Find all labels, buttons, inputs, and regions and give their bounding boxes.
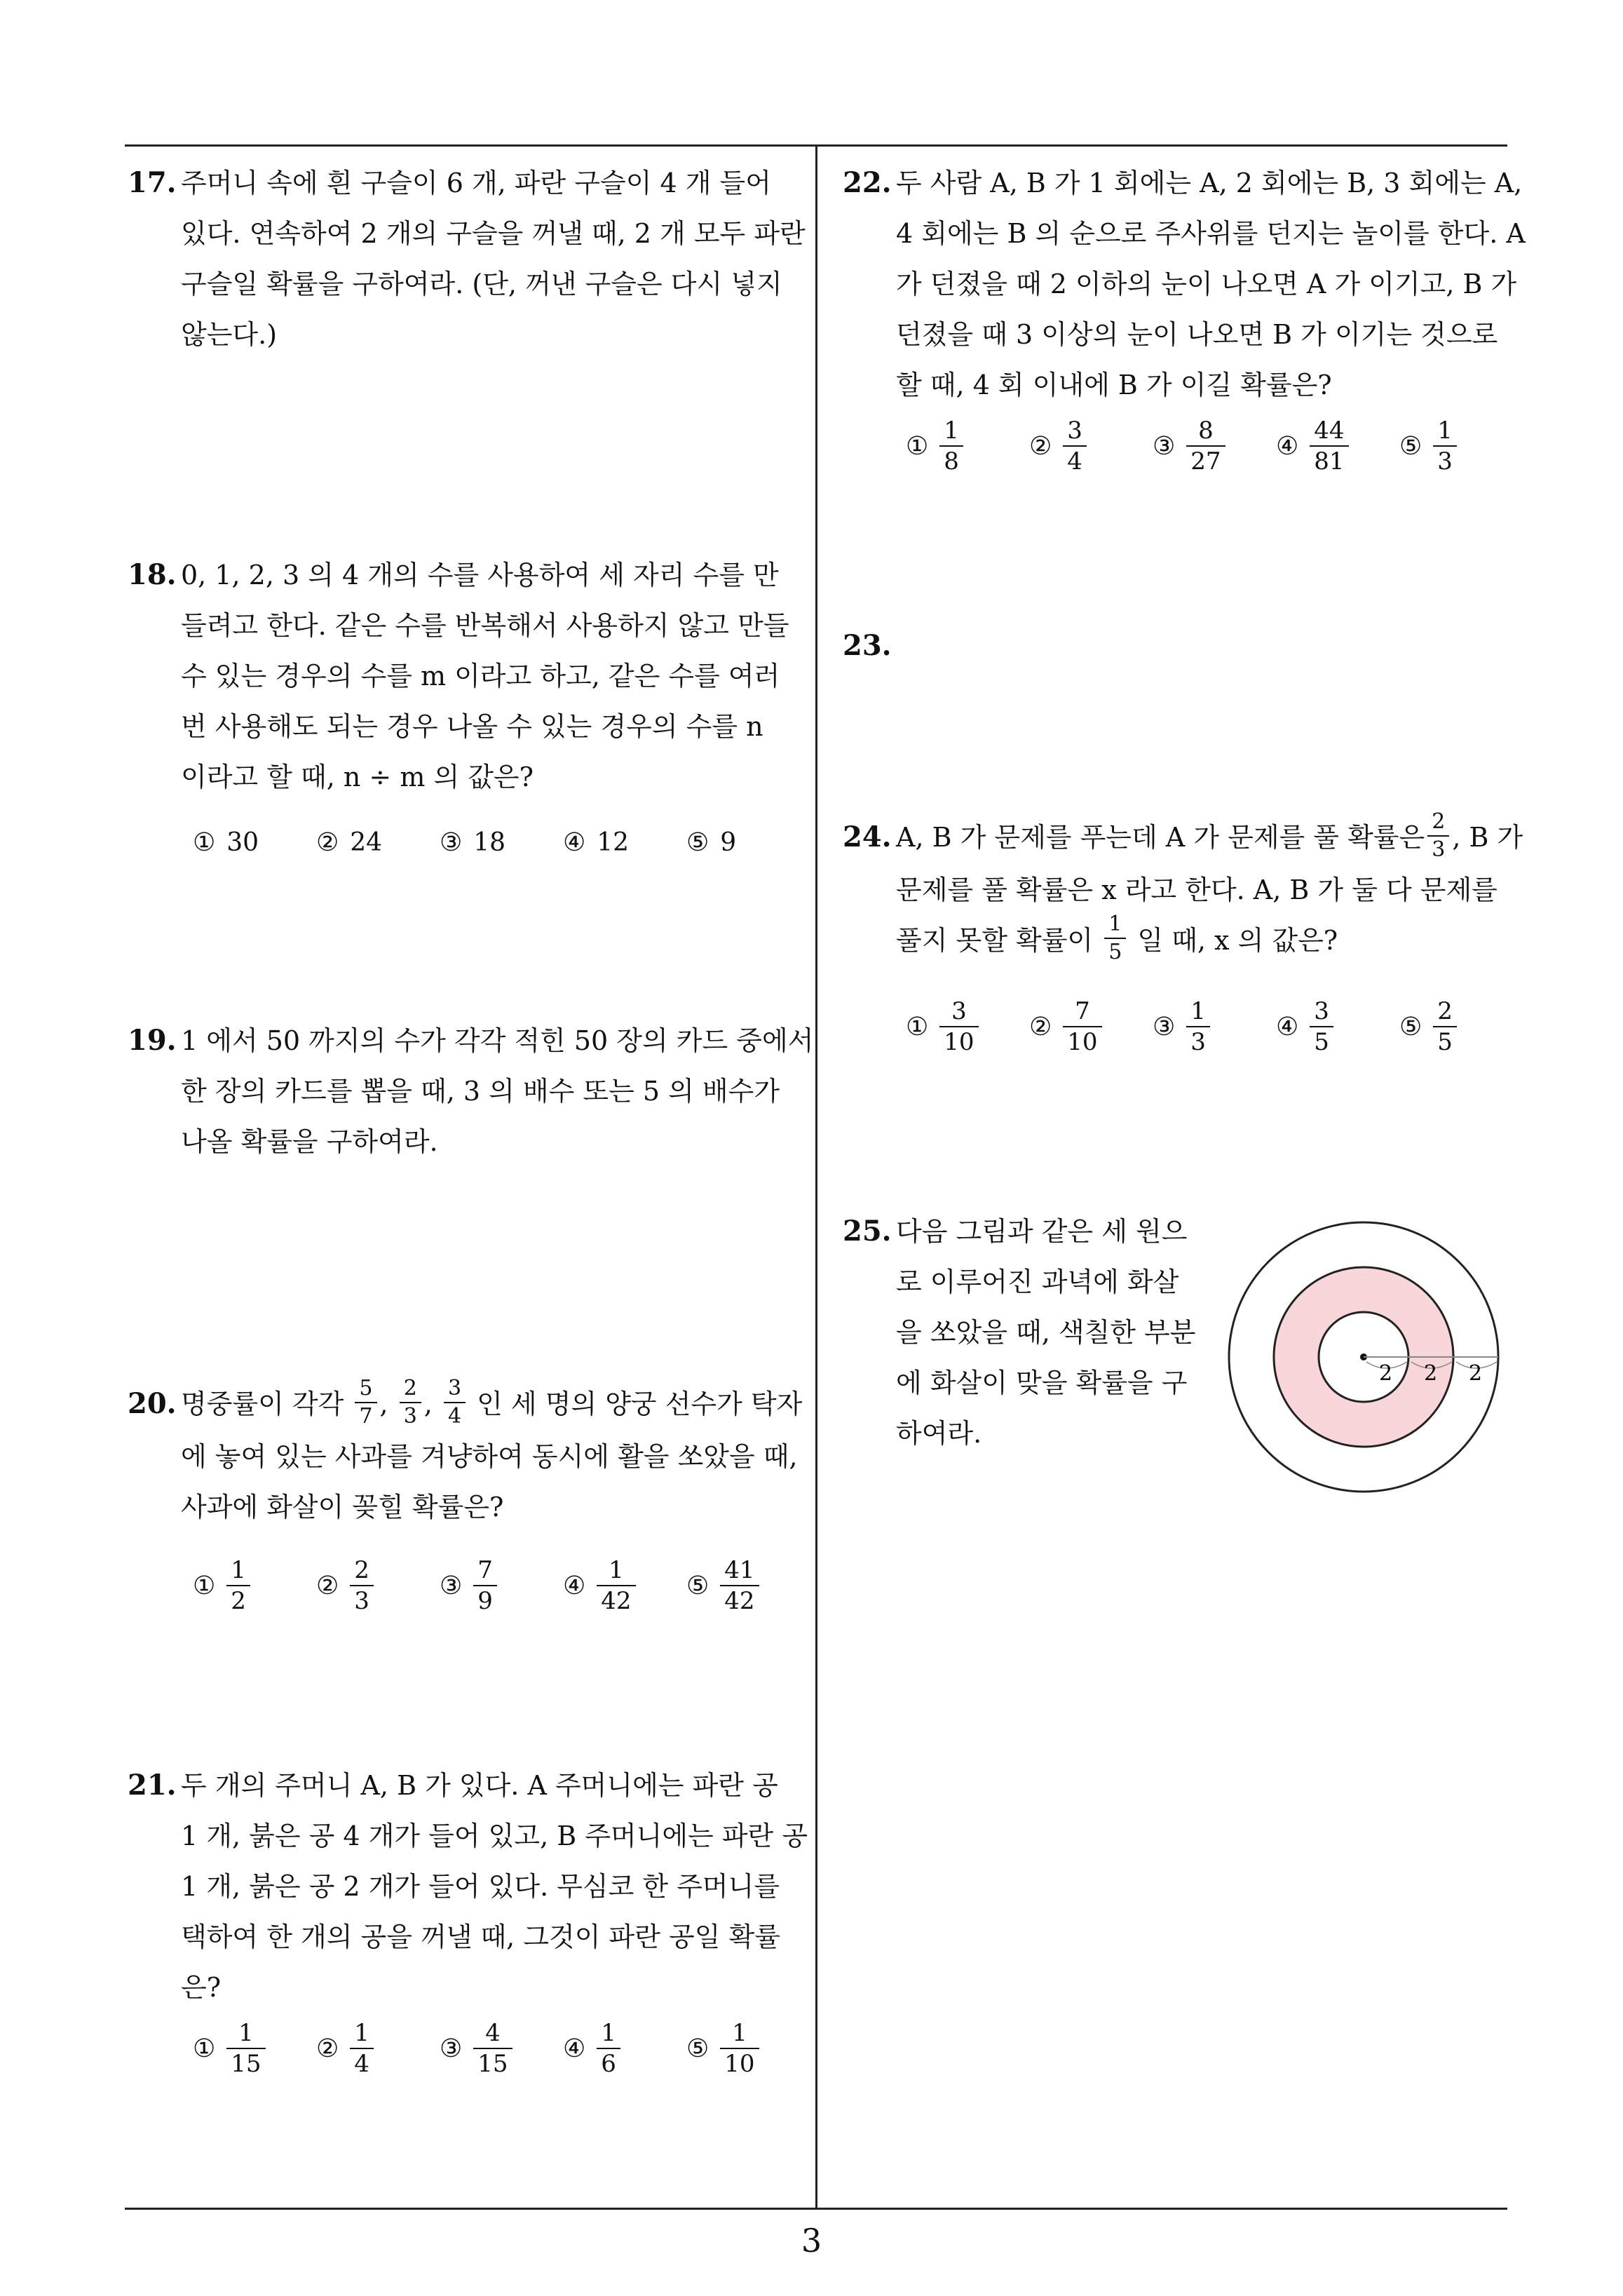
- choices-22: [906, 419, 1483, 473]
- question-number: 20.: [128, 1387, 177, 1420]
- choices-20: [193, 1558, 785, 1613]
- target-figure: [1223, 1213, 1511, 1501]
- question-text: 가 던졌을 때 2 이하의 눈이 나오면 A 가 이기고, B 가: [896, 269, 1517, 299]
- choice-3[interactable]: ③ $\frac{7}{9}$: [440, 1558, 563, 1613]
- question-text: 이라고 할 때, n ÷ m 의 값은?: [181, 762, 534, 792]
- question-text: 나올 확률을 구하여라.: [181, 1126, 438, 1157]
- choice-5[interactable]: ⑤ $\frac{2}{5}$: [1399, 999, 1483, 1054]
- choice-2[interactable]: ② $\frac{1}{4}$: [316, 2021, 440, 2076]
- question-21: [128, 1760, 808, 2013]
- question-text: 두 개의 주머니 A, B 가 있다. A 주머니에는 파란 공: [181, 1770, 778, 1801]
- question-text: 은?: [181, 1972, 222, 2003]
- question-text: 에 놓여 있는 사과를 겨냥하여 동시에 활을 쏘았을 때,: [181, 1440, 798, 1472]
- choice-3[interactable]: ③ $\frac{4}{15}$: [440, 2021, 563, 2076]
- radius-label: 2: [1379, 1361, 1393, 1386]
- column-divider: [815, 144, 817, 2210]
- question-text: 문제를 풀 확률은 x 라고 한다. A, B 가 둘 다 문제를: [896, 874, 1498, 905]
- question-text: 수 있는 경우의 수를 m 이라고 하고, 같은 수를 여러: [181, 661, 780, 691]
- question-number: 19.: [128, 1024, 177, 1057]
- question-number: 17.: [128, 166, 177, 199]
- question-text: 할 때, 4 회 이내에 B 가 이길 확률은?: [896, 370, 1332, 400]
- question-text: 1 에서 50 까지의 수가 각각 적힌 50 장의 카드 중에서: [181, 1025, 814, 1056]
- choice-1[interactable]: ① $\frac{3}{10}$: [906, 999, 1029, 1054]
- question-20: [128, 1375, 803, 1532]
- choice-2[interactable]: ② 24: [316, 828, 383, 857]
- choice-4[interactable]: ④ $\frac{1}{6}$: [563, 2021, 686, 2076]
- question-text: 번 사용해도 되는 경우 나올 수 있는 경우의 수를 n: [181, 711, 763, 742]
- question-number: 18.: [128, 558, 177, 591]
- choice-1[interactable]: ① 30: [193, 828, 259, 857]
- choice-1[interactable]: ① $\frac{1}{15}$: [193, 2021, 316, 2076]
- question-text-line3: 풀지 못할 확률이 $\frac{1}{5}$ 일 때, x 의 값은?: [896, 912, 1338, 964]
- question-17: [128, 158, 806, 360]
- question-text: 0, 1, 2, 3 의 4 개의 수를 사용하여 세 자리 수를 만: [181, 560, 779, 590]
- choice-4[interactable]: ④ 12: [563, 828, 630, 857]
- choice-5[interactable]: ⑤ $\frac{1}{3}$: [1399, 419, 1483, 473]
- question-number: 25.: [843, 1215, 892, 1248]
- question-text-line1: A, B 가 문제를 푸는데 A 가 문제를 풀 확률은 $\frac{2}{3}$ , B 가: [896, 809, 1523, 862]
- question-number: 23.: [843, 629, 892, 662]
- question-text: 다음 그림과 같은 세 원으: [896, 1216, 1188, 1247]
- choices-24: [906, 999, 1483, 1054]
- choice-4[interactable]: ④ $\frac{1}{42}$: [563, 1558, 686, 1613]
- question-text: 들려고 한다. 같은 수를 반복해서 사용하지 않고 만들: [181, 610, 789, 641]
- question-text: 1 개, 붉은 공 4 개가 들어 있고, B 주머니에는 파란 공: [181, 1821, 808, 1851]
- question-22: [843, 158, 1526, 410]
- radius-label: 2: [1424, 1361, 1438, 1386]
- question-text: 한 장의 카드를 뽑을 때, 3 의 배수 또는 5 의 배수가: [181, 1076, 780, 1107]
- question-18: [128, 550, 801, 802]
- choice-1[interactable]: ① $\frac{1}{2}$: [193, 1558, 316, 1613]
- question-text: 두 사람 A, B 가 1 회에는 A, 2 회에는 B, 3 회에는 A,: [896, 168, 1523, 198]
- question-text: 던졌을 때 3 이상의 눈이 나오면 B 가 이기는 것으로: [896, 319, 1498, 350]
- question-text: 않는다.): [181, 319, 278, 350]
- page-number: 3: [801, 2222, 822, 2260]
- question-text: 택하여 한 개의 공을 꺼낼 때, 그것이 파란 공일 확률: [181, 1922, 780, 1952]
- fraction: $\frac{2}{3}$: [400, 1378, 421, 1427]
- choice-2[interactable]: ② $\frac{3}{4}$: [1029, 419, 1153, 473]
- choice-1[interactable]: ① $\frac{1}{8}$: [906, 419, 1029, 473]
- question-text: 주머니 속에 흰 구슬이 6 개, 파란 구슬이 4 개 들어: [181, 168, 771, 198]
- question-text: 에 화살이 맞을 확률을 구: [896, 1368, 1188, 1398]
- choice-3[interactable]: ③ 18: [440, 828, 506, 857]
- choice-3[interactable]: ③ $\frac{1}{3}$: [1153, 999, 1276, 1054]
- choice-5[interactable]: ⑤ 9: [686, 828, 737, 857]
- choices-21: [193, 2021, 785, 2076]
- question-25: [843, 1206, 1204, 1459]
- question-number: 21.: [128, 1769, 177, 1802]
- question-number: 22.: [843, 166, 892, 199]
- fraction: $\frac{1}{5}$: [1104, 914, 1126, 963]
- choice-4[interactable]: ④ $\frac{44}{81}$: [1276, 419, 1399, 473]
- question-24: [843, 809, 1523, 967]
- question-number: 24.: [843, 821, 892, 853]
- choices-18: [193, 825, 770, 860]
- question-text: 1 개, 붉은 공 2 개가 들어 있다. 무심코 한 주머니를: [181, 1871, 780, 1902]
- bottom-rule: [125, 2208, 1507, 2210]
- choice-3[interactable]: ③ $\frac{8}{27}$: [1153, 419, 1276, 473]
- radius-label: 2: [1469, 1361, 1483, 1386]
- choice-4[interactable]: ④ $\frac{3}{5}$: [1276, 999, 1399, 1054]
- question-text: 구슬일 확률을 구하여라. (단, 꺼낸 구슬은 다시 넣지: [181, 269, 782, 299]
- question-text: 하여라.: [896, 1418, 982, 1449]
- question-text-line1: 명중률이 각각 $\frac{5}{7}$ , $\frac{2}{3}$ , $\frac{3}{4}$ 인 세 명의 양궁 선수가 탁자: [181, 1375, 803, 1429]
- question-19: [128, 1015, 814, 1167]
- choice-5[interactable]: ⑤ $\frac{1}{10}$: [686, 2021, 785, 2076]
- question-text: 사과에 화살이 꽂힐 확률은?: [181, 1491, 504, 1522]
- fraction: $\frac{2}{3}$: [1427, 811, 1449, 860]
- choice-2[interactable]: ② $\frac{7}{10}$: [1029, 999, 1153, 1054]
- fraction: $\frac{5}{7}$: [355, 1378, 376, 1427]
- question-text: 4 회에는 B 의 순으로 주사위를 던지는 놀이를 한다. A: [896, 218, 1526, 249]
- question-text: 을 쏘았을 때, 색칠한 부분: [896, 1317, 1196, 1348]
- choice-5[interactable]: ⑤ $\frac{41}{42}$: [686, 1558, 785, 1613]
- choice-2[interactable]: ② $\frac{2}{3}$: [316, 1558, 440, 1613]
- fraction: $\frac{3}{4}$: [444, 1378, 466, 1427]
- question-text: 로 이루어진 과녁에 화살: [896, 1267, 1179, 1297]
- question-text: 있다. 연속하여 2 개의 구슬을 꺼낼 때, 2 개 모두 파란: [181, 218, 806, 249]
